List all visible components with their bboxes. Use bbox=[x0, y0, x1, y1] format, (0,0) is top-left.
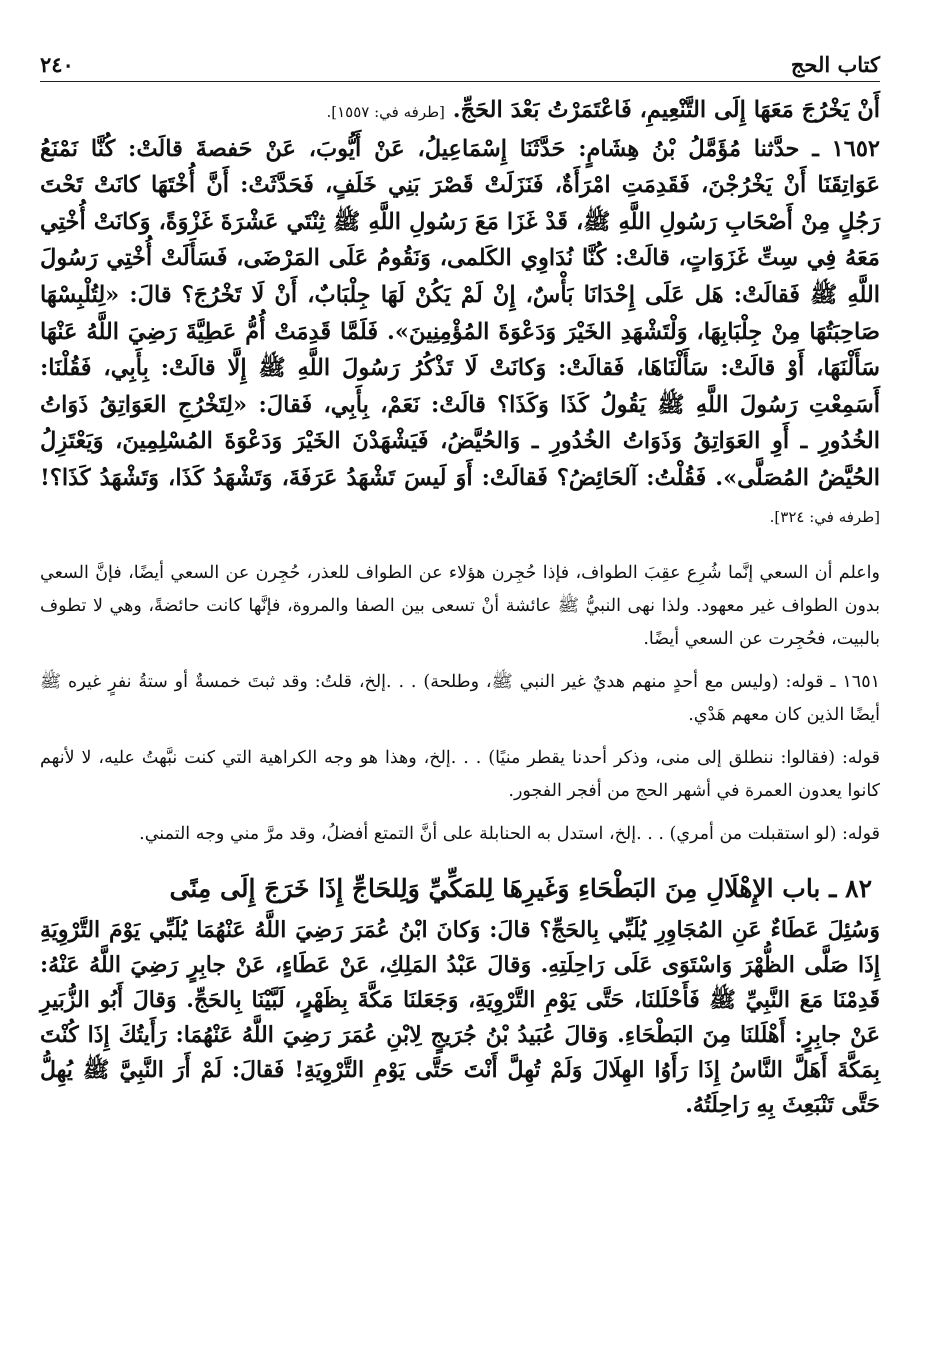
cross-reference: [طرفه في: ٣٢٤]. bbox=[769, 507, 880, 526]
hadith-1652 bbox=[40, 131, 880, 536]
commentary-paragraph: ١٦٥١ ـ قوله: (وليس مع أحدٍ منهم هديٌ غير النبي ﷺ، وطلحة) . . .إلخ، قلتُ: وقد ثبتَ خمسةٌ أو ستةُ نفرٍ غيره ﷺ أيضًا الذين كان معهم هَدْي. bbox=[40, 672, 880, 726]
hadith-continuation bbox=[40, 92, 880, 131]
chapter-section bbox=[40, 869, 880, 1123]
cross-reference: [طرفه في: ١٥٥٧]. bbox=[326, 103, 445, 121]
page-header bbox=[40, 52, 880, 82]
commentary-section bbox=[40, 557, 880, 851]
commentary-paragraph: قوله: (لو استقبلت من أمري) . . .إلخ، استدل به الحنابلة على أنَّ التمتع أفضلُ، وقد مرَّ مني وجه التمني. bbox=[139, 824, 880, 845]
commentary-paragraph: واعلم أن السعي إنَّما شُرِع عقِبَ الطواف، فإذا حُجِرن هؤلاء عن الطواف للعذر، حُجِرن عن السعي أيضًا، فإنَّ السعي بدون الطواف غير معهود. ولذا نهى النبيُّ ﷺ عائشة أنْ تسعى بين الصفا والمروة، فإنَّها كانت حائضةً، وهي لا تطوف بالبيت، فحُجِرت عن السعي أيضًا. bbox=[40, 563, 880, 650]
commentary-paragraph: قوله: (فقالوا: ننطلق إلى منى، وذكر أحدنا يقطر منيًا) . . .إلخ، وهذا هو وجه الكراهية التي كنت نبَّهتُ عليه، لا لأنهم كانوا يعدون العمرة في أشهر الحج من أفجر الفجور. bbox=[40, 748, 880, 802]
hadith-section bbox=[40, 92, 880, 535]
chapter-text: وَسُئِلَ عَطَاءٌ عَنِ المُجَاوِرِ يُلَبِّي بِالحَجِّ؟ قالَ: وَكانَ ابْنُ عُمَرَ رَضِيَ اللَّهُ عَنْهُمَا يُلَبِّي يَوْمَ التَّرْوِيَةِ إِذَا صَلَّى الظُّهْرَ وَاسْتَوَى عَلَى رَاحِلَتِهِ. وَقالَ عَبْدُ المَلِكِ، عَنْ عَطَاءٍ، عَنْ جابِرٍ رَضِيَ اللَّهُ عَنْهُ: قَدِمْنَا مَعَ النَّبِيِّ ﷺ فَأَحْلَلنَا، حَتَّى يَوْمِ التَّرْوِيَةِ، وَجَعَلنَا مَكَّةَ بِظَهْرٍ، لَبَّيْنَا بِالحَجِّ. وَقالَ أَبُو الزُّبَيرِ عَنْ جابِرٍ: أَهْلَلنَا مِنَ البَطْحَاءِ. وَقالَ عُبَيدُ بْنُ جُرَيجٍ لِابْنِ عُمَرَ رَضِيَ اللَّهُ عَنْهُمَا: رَأَيتُكَ إِذَا كُنْتَ بِمَكَّةَ أَهَلَّ النَّاسُ إِذَا رَأَوُا الهِلَالَ وَلَمْ تُهِلَّ أَنْتَ حَتَّى يَوْمِ التَّرْوِيَةِ! فَقالَ: لَمْ أَرَ النَّبِيَّ ﷺ يُهِلُّ حَتَّى تَنْبَعِثَ بِهِ رَاحِلَتُهُ. bbox=[40, 917, 880, 1119]
chapter-title: ٨٢ ـ باب الإِهْلَالِ مِنَ البَطْحَاءِ وَغَيرِهَا لِلمَكِّيِّ وَلِلحَاجِّ إِذَا خَرَجَ إِلَى مِنًى bbox=[169, 874, 872, 904]
page-number: ٢٤٠ bbox=[40, 52, 74, 77]
running-title: كتاب الحج bbox=[790, 52, 880, 77]
hadith-1652-text: ١٦٥٢ ـ حدَّثنا مُؤَمَّلُ بْنُ هِشَامٍ: حَدَّثَنَا إِسْمَاعِيلُ، عَنْ أَيُّوبَ، عَنْ حَفصةَ قالَتْ: كُنَّا نَمْنَعُ عَوَاتِقَنَا أَنْ يَخْرُجْنَ، فَقَدِمَتِ امْرَأَةٌ، فَنَزَلَتْ قَصْرَ بَنِي خَلَفٍ، فَحَدَّثَتْ: أَنَّ أُخْتَهَا كانَتْ تَحْتَ رَجُلٍ مِنْ أَصْحَابِ رَسُولِ اللَّهِ ﷺ، قَدْ غَزَا مَعَ رَسُولِ اللَّهِ ﷺ ثِنْتَي عَشْرَةَ غَزْوَةً، وَكانَتْ أُخْتِي مَعَهُ فِي سِتِّ غَزَوَاتٍ، قالَتْ: كُنَّا نُدَاوِي الكَلمى، وَنَقُومُ عَلَى المَرْضَى، فَسَأَلَتْ أُخْتِي رَسُولَ اللَّهِ ﷺ فَقالَتْ: هَل عَلَى إِحْدَانَا بَأْسٌ، إِنْ لَمْ يَكُنْ لَهَا جِلْبَابٌ، أَنْ لَا تَخْرُجَ؟ قالَ: «لِتُلْبِسْهَا صَاحِبَتُهَا مِنْ جِلْبَابِهَا، وَلْتَشْهَدِ الخَيْرَ وَدَعْوَةَ المُؤْمِنِينَ». فَلَمَّا قَدِمَتْ أُمُّ عَطِيَّةَ رَضِيَ اللَّهُ عَنْهَا سَأَلْنَهَا، أَوْ قالَتْ: سَأَلْنَاهَا، فَقالَتْ: وَكانَتْ لَا تَذْكُرُ رَسُولَ اللَّهِ ﷺ إِلَّا قالَتْ: بِأَبِي، فَقُلْنَا: أَسَمِعْتِ رَسُولَ اللَّهِ ﷺ يَقُولُ كَذَا وَكَذَا؟ قالَتْ: نَعَمْ، بِأَبِي، فَقالَ: «لِتَخْرُجِ العَوَاتِقُ ذَوَاتُ الخُدُورِ ـ أَوِ العَوَاتِقُ وَذَوَاتُ الخُدُورِ ـ وَالحُيَّضُ، فَيَشْهَدْنَ الخَيْرَ وَدَعْوَةَ المُسْلِمِينَ، وَيَعْتَزِلُ الحُيَّضُ المُصَلَّى». فَقُلْتُ: آلحَائِضُ؟ فَقالَتْ: أَوَ لَيسَ تَشْهَدُ عَرَفَةَ، وَتَشْهَدُ كَذَا، وَتَشْهَدُ كَذَا؟! bbox=[40, 135, 880, 491]
continuation-text: أَنْ يَخْرُجَ مَعَهَا إِلَى التَّنْعِيمِ، فَاعْتَمَرْتُ بَعْدَ الحَجِّ. bbox=[452, 97, 880, 123]
